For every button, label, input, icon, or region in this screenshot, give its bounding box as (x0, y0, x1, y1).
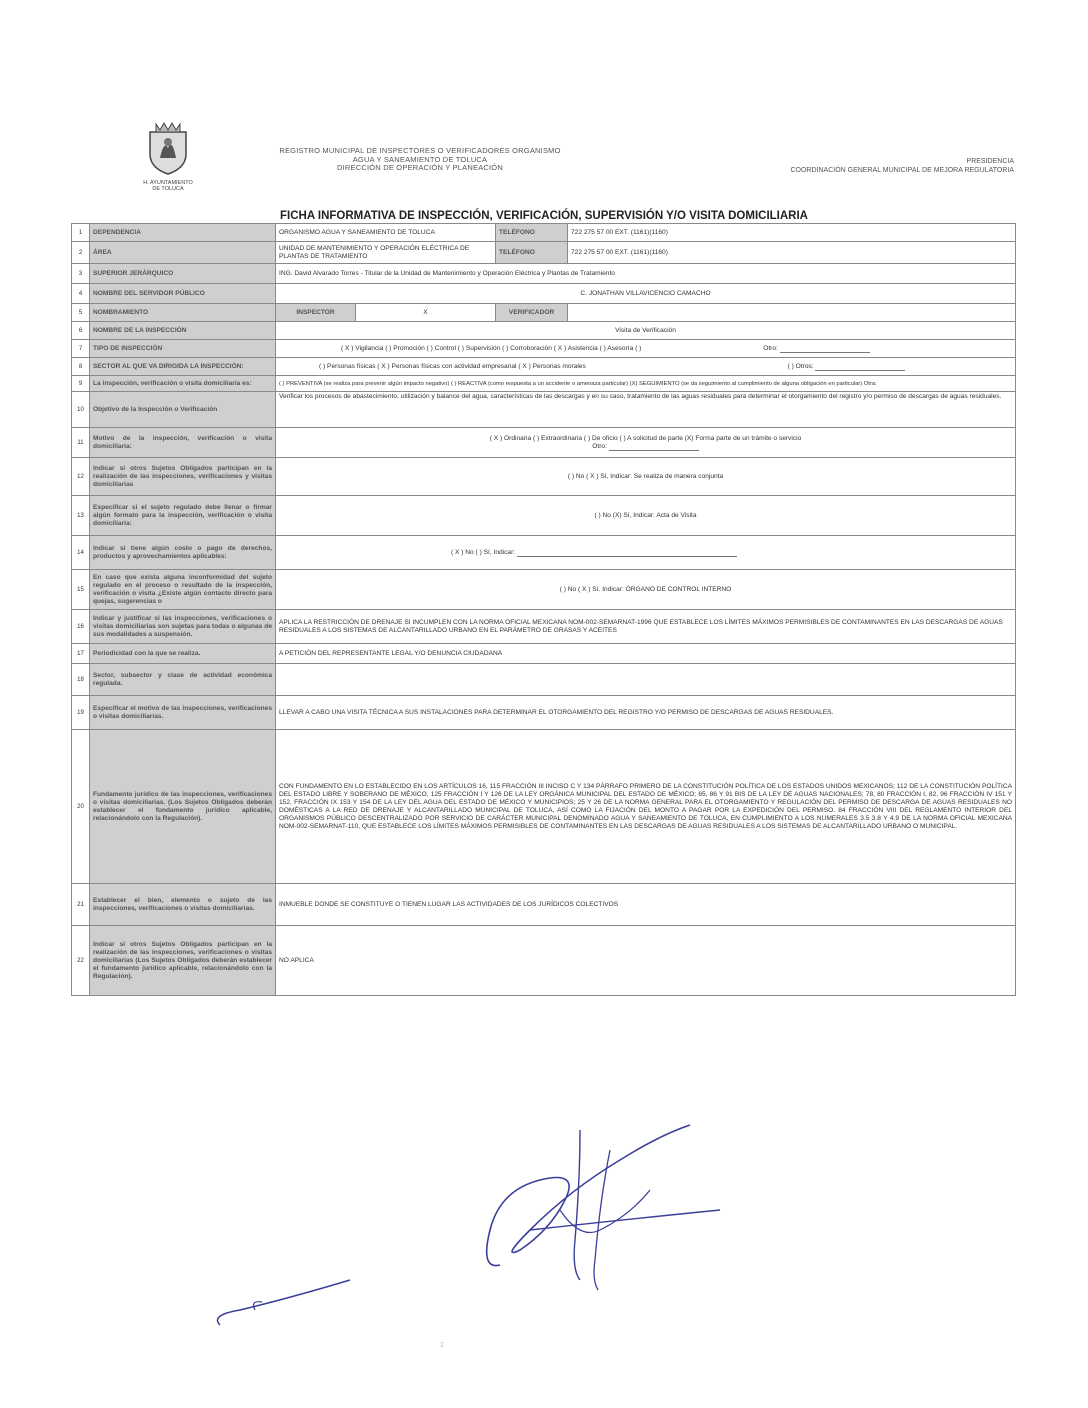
row-15: 15 En caso que exista alguna inconformidad del sujeto regulado en el proceso o resultado de la inspección, verificación o visita ¿Existe algún contacto directo para quejas, sugerencias o ( ) No ( X ) Sí. Indicar: ÓRGANO DE CONTROL INTERNO (72, 570, 1016, 610)
inspector-mark: X (356, 304, 496, 322)
row-8: 8 SECTOR AL QUE VA DIRIGIDA LA INSPECCIÓN: ( ) Personas físicas ( X ) Personas físicas con actividad empresarial ( X ) Personas morales ( ) Otros: (72, 358, 1016, 376)
row-5: 5 NOMBRAMIENTO INSPECTOR X VERIFICADOR (72, 304, 1016, 322)
coat-of-arms-icon (138, 118, 198, 178)
row-16: 16 Indicar y justificar si las inspecciones, verificaciones o visitas domiciliarias son sujetas para todas o algunas de sus modalidades a suspensión. APLICA LA RESTRICCIÓN DE DRENAJE SI INCUMPLEN CON LA NORMA OFICIAL MEXICANA NOM-002-SEMARNAT-1996 QUE ESTABLECE LOS LÍMITES MÁXIMOS PERMISIBLES DE CONTAMINANTES EN LAS DESCARGAS DE AGUAS RESIDUALES A LOS SISTEMAS DE ALCANTARILLADO URBANO EN EL PARÁMETRO DE GRASAS Y ACEITES (72, 610, 1016, 644)
row-1: 1 DEPENDENCIA ORGANISMO AGUA Y SANEAMIENTO DE TOLUCA TELÉFONO 722 275 57 00 EXT. (1161)(1160) (72, 224, 1016, 242)
document-title: FICHA INFORMATIVA DE INSPECCIÓN, VERIFICACIÓN, SUPERVISIÓN Y/O VISITA DOMICILIARIA (280, 210, 808, 222)
row-18: 18 Sector, subsector y clase de actividad económica regulada. (72, 664, 1016, 696)
row-9: 9 La inspección, verificación o visita domiciliaria es: ( ) PREVENTIVA (se realiza para prevenir algún impacto negativo) ( ) REACTIVA (como respuesta a un accidente o amenaza particular) (X) SEGUIMIENTO (se da seguimiento al cumplimiento de alguna obligación en particular) Otra: (72, 376, 1016, 392)
row-22: 22 Indicar si otros Sujetos Obligados participan en la realización de las inspecciones, verificaciones o visitas domiciliarias (Los Sujetos Obligados deberán establecer el fundamento jurídico aplicable, relacionándolo con la Regulación). NO APLICA (72, 926, 1016, 996)
handwritten-signature-icon (200, 1120, 760, 1350)
row-7: 7 TIPO DE INSPECCIÓN ( X ) Vigilancia ( ) Promoción ( ) Control ( ) Supervisión ( ) Corroboración ( X ) Asistencia ( ) Asesoría ( ) Otro: (72, 340, 1016, 358)
page-mark: 2 (440, 1342, 444, 1349)
row-4: 4 NOMBRE DEL SERVIDOR PÚBLICO C. JONATHAN VILLAVICENCIO CAMACHO (72, 284, 1016, 304)
row-11: 11 Motivo de la inspección, verificación o visita domiciliaria: ( X ) Ordinaria ( ) Extraordinaria ( ) De oficio ( ) A solicitud de parte (X) Forma parte de un trámite o servicio Otro: (72, 428, 1016, 458)
row-6: 6 NOMBRE DE LA INSPECCIÓN Visita de Verificación (72, 322, 1016, 340)
row-10: 10 Objetivo de la Inspección o Verificación Verificar los procesos de abastecimiento, utilización y balance del agua, características de las descargas y en su caso, tratamiento de las aguas residuales para determinar el otorgamiento del registro y/o permiso de descargas de aguas residuales. (72, 392, 1016, 428)
ficha-table (71, 223, 1016, 996)
row-3: 3 SUPERIOR JERÁRQUICO ING. David Alvarado Torres - Titular de la Unidad de Mantenimiento y Operación Eléctrica y Plantas de Tratamiento (72, 264, 1016, 284)
municipal-logo (138, 118, 198, 192)
signatures (200, 1120, 760, 1350)
row-19: 19 Especificar el motivo de las inspecciones, verificaciones o visitas domiciliarias. LLEVAR A CABO UNA VISITA TÉCNICA A SUS INSTALACIONES PARA DETERMINAR EL OTORGAMIENTO DEL REGISTRO Y/O PERMISO DE DESCARGAS DE AGUAS RESIDUALES. (72, 696, 1016, 730)
row-14: 14 Indicar si tiene algún costo o pago de derechos, productos y aprovechamientos aplicables: ( X ) No ( ) Sí, Indicar: (72, 536, 1016, 570)
row-13: 13 Especificar si el sujeto regulado debe llenar o firmar algún formato para la inspección, verificación o visita domiciliaria: ( ) No (X) Sí, Indicar: Acta de Visita (72, 496, 1016, 536)
row-17: 17 Periodicidad con la que se realiza. A PETICIÓN DEL REPRESENTANTE LEGAL Y/O DENUNCIA CIUDADANA (72, 644, 1016, 664)
row-12: 12 Indicar si otros Sujetos Obligados participan en la realización de las inspecciones, verificaciones y visitas domiciliarias ( ) No ( X ) Sí, Indicar: Se realiza de manera conjunta (72, 458, 1016, 496)
header-right: PRESIDENCIA COORDINACIÓN GENERAL MUNICIPAL DE MEJORA REGULATORIA (790, 158, 1014, 174)
row-2: 2 ÁREA UNIDAD DE MANTENIMIENTO Y OPERACIÓN ELÉCTRICA DE PLANTAS DE TRATAMIENTO TELÉFONO 722 275 57 00 EXT. (1161)(1160) (72, 242, 1016, 264)
logo-caption: H. AYUNTAMIENTO DE TOLUCA (143, 180, 193, 192)
row-20: 20 Fundamento jurídico de las inspecciones, verificaciones o visitas domiciliarias. (Los Sujetos Obligados deberán establecer el fundamento jurídico aplicable, relacionándolo con la Regulación). CON FUNDAMENTO EN LO ESTABLECIDO EN LOS ARTÍCULOS 16, 115 FRACCIÓN III INCISO C Y 134 PÁRRAFO PRIMERO DE LA CONSTITUCIÓN POLÍTICA DE LOS ESTADOS UNIDOS MEXICANOS; 112 DE LA CONSTITUCIÓN POLÍTICA DEL ESTADO LIBRE Y SOBERANO DE MÉXICO, 125 FRACCIÓN I Y 126 DE LA LEY ORGÁNICA MUNICIPAL DEL ESTADO DE MÉXICO; 65, 86 Y 91 BIS DE LA LEY DE AGUAS NACIONALES; 78, 80 FRACCIÓN I, 82, 96 FRACCIÓN IV 151 Y 152, FRACCIÓN IX 153 Y 154 DE LA LEY DEL AGUA DEL ESTADO DE MÉXICO Y MUNICIPIOS; 25 Y 26 DE LA NORMA GENERAL PARA EL OTORGAMIENTO Y REGULACIÓN DEL PERMISO DE DESCARGA DE AGUAS RESIDUALES NO DOMÉSTICAS A LA RED DE DRENAJE Y ALCANTARILLADO MUNICIPAL DE TOLUCA, ASÍ COMO LA FIJACIÓN DEL MONTO A PAGAR POR LA EXPEDICIÓN DEL PERMISO. 84 FRACCIÓN VIII DEL REGLAMENTO INTERIOR DEL ORGANISMOS PÚBLICO DESCENTRALIZADO POR SERVICIO DE CARÁCTER MUNICIPAL DENOMINADO AGUA Y SANEAMIENTO DE TOLUCA, EN CUMPLIMIENTO A LOS NUMERALES 3.5 3.8 Y 4.9 DE LA NORMA OFICIAL MEXICANA NOM-002-SEMARNAT-110, QUE ESTABLECE LOS LÍMITES MÁXIMOS PERMISIBLES DE CONTAMINANTES EN LAS DESCARGAS DE AGUAS RESIDUALES A LOS SISTEMAS DE ALCANTARILLADO URBANO O MUNICIPAL. (72, 730, 1016, 884)
header-center: REGISTRO MUNICIPAL DE INSPECTORES O VERIFICADORES ORGANISMO AGUA Y SANEAMIENTO DE TOLUCA DIRECCIÓN DE OPERACIÓN Y PLANEACIÓN (279, 146, 561, 172)
row-21: 21 Establecer el bien, elemento o sujeto de las inspecciones, verificaciones o visitas domiciliarias. INMUEBLE DONDE SE CONSTITUYE O TIENEN LUGAR LAS ACTIVIDADES DE LOS JURÍDICOS COLECTIVOS (72, 884, 1016, 926)
